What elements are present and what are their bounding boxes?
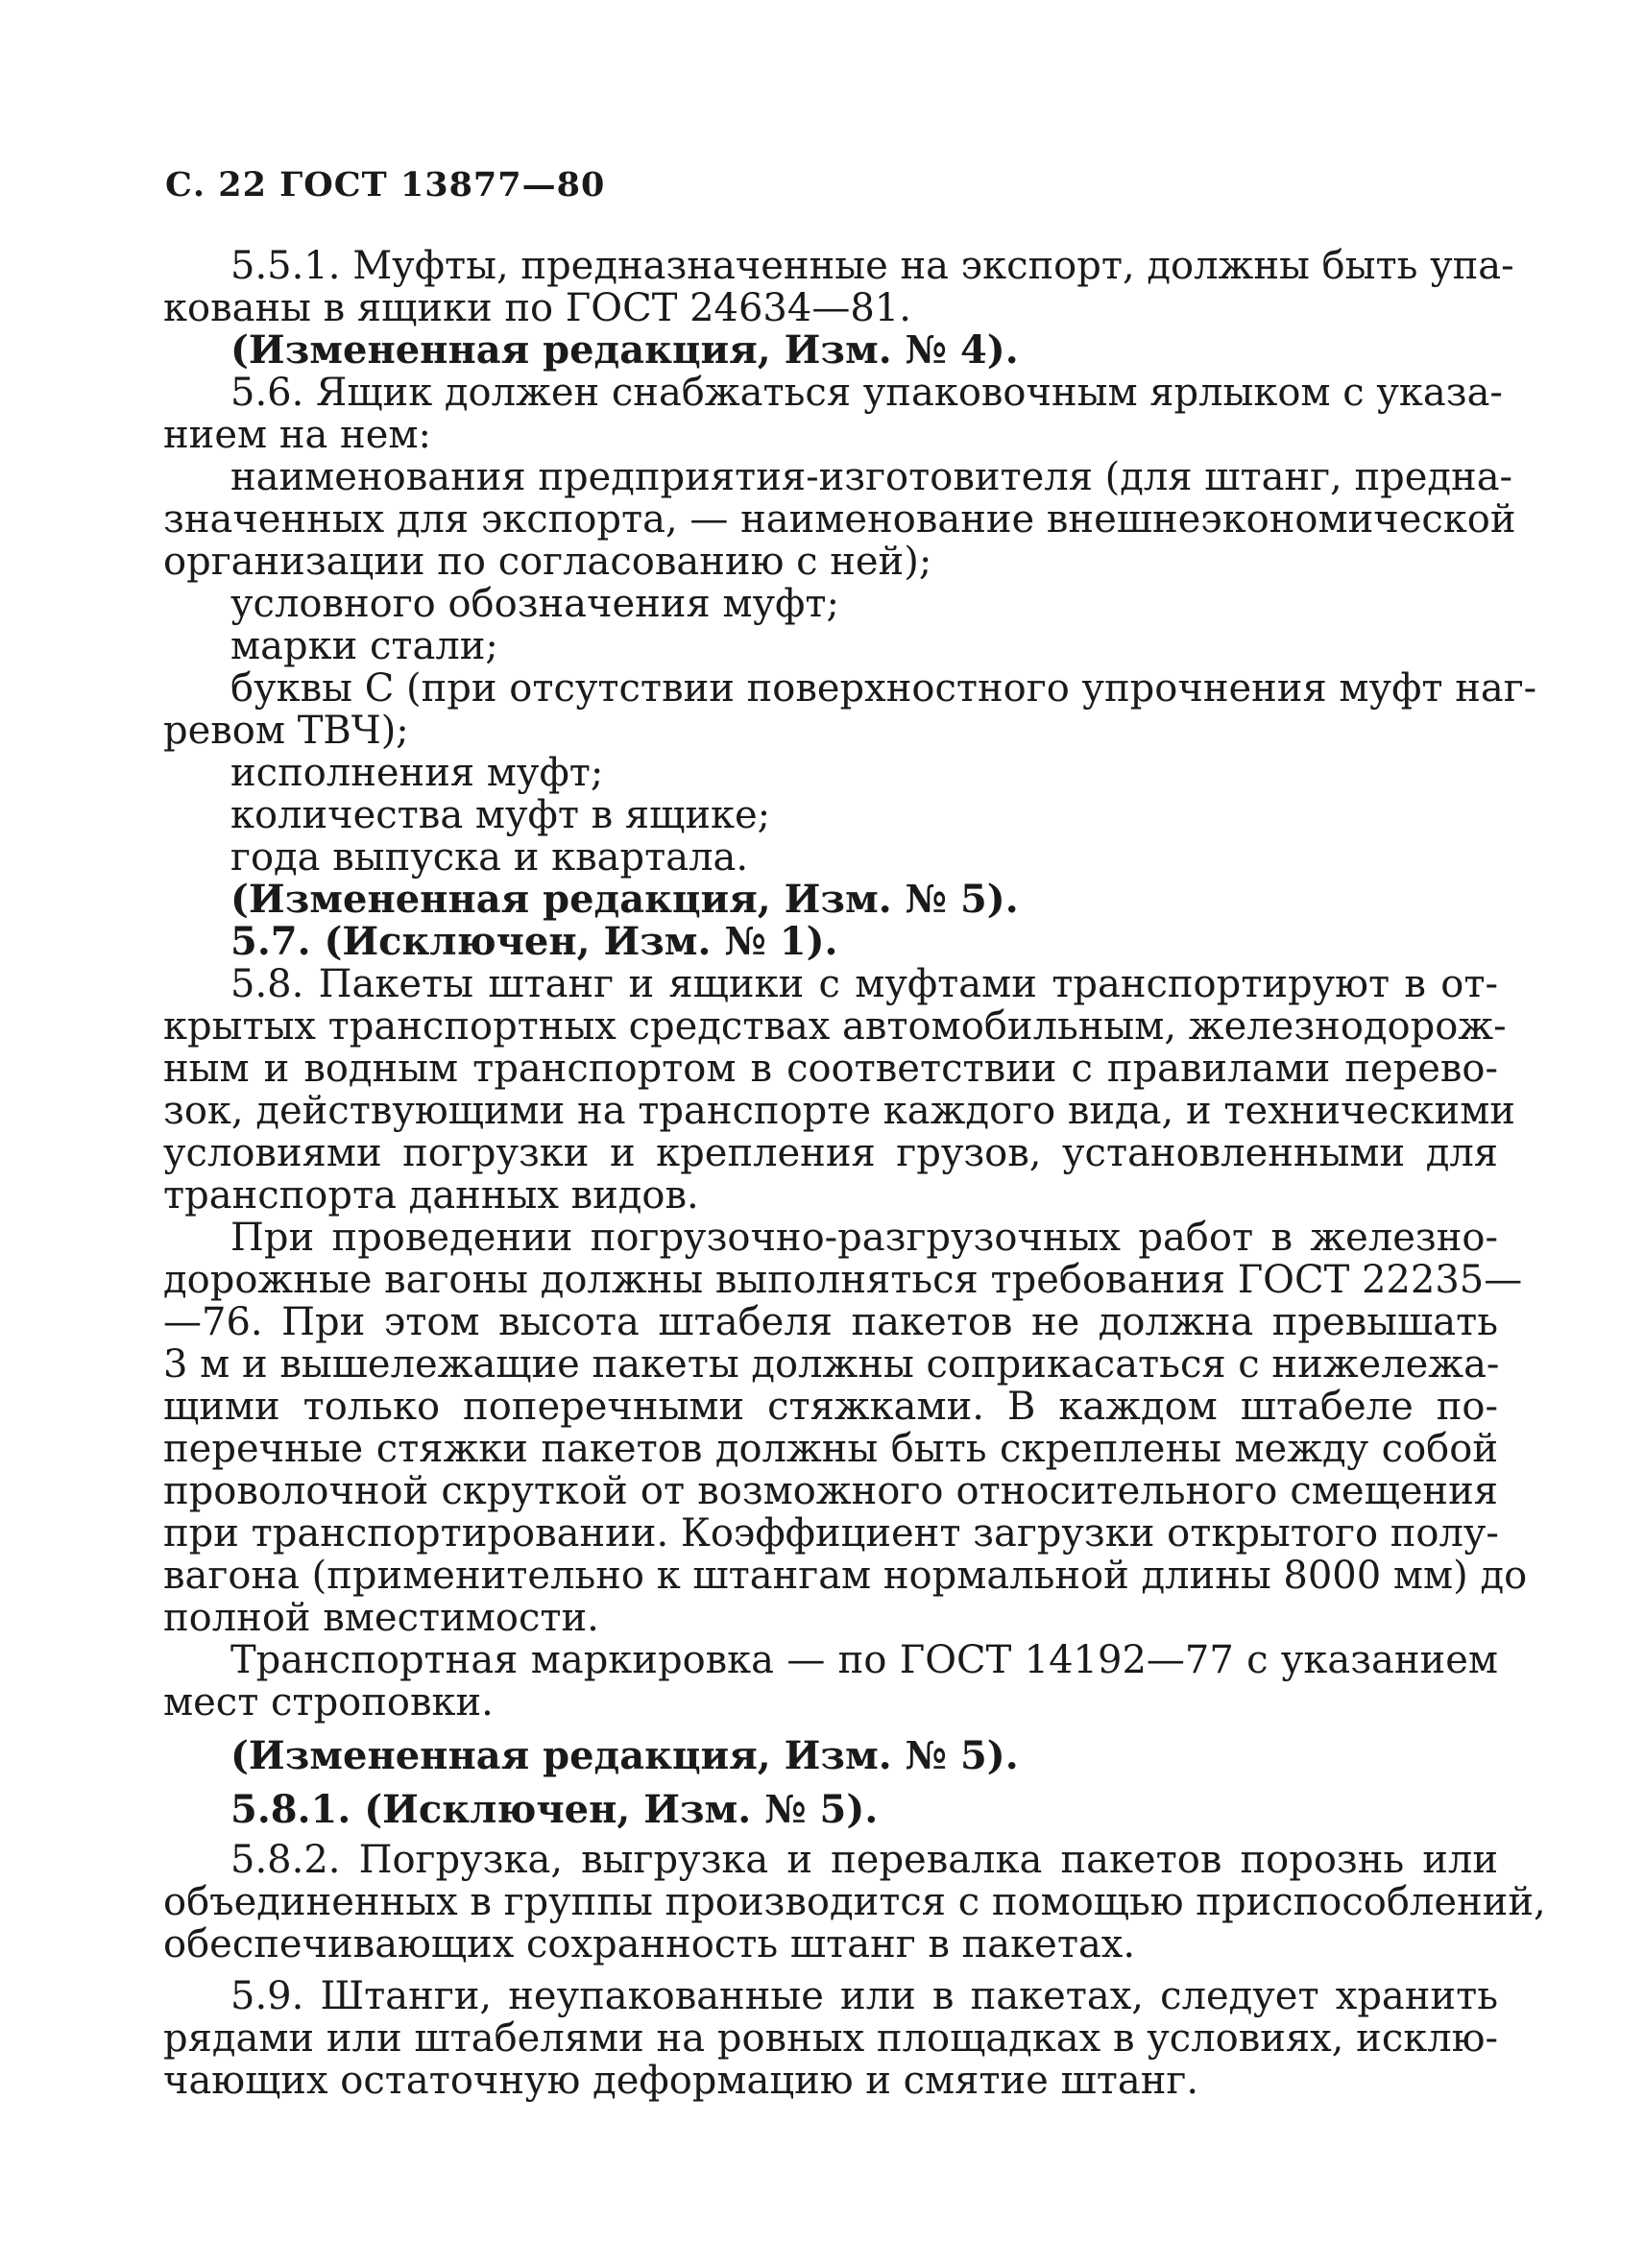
text-line: буквы С (при отсутствии поверхностного упрочнения муфт наг- <box>230 666 1537 711</box>
text-line: При проведении погрузочно-разгрузочных работ в железно- <box>230 1216 1498 1260</box>
text-line: 5.9. Штанги, неупакованные или в пакетах, следует хранить <box>230 1974 1498 2018</box>
text-line: 5.8.1. (Исключен, Изм. № 5). <box>230 1787 879 1832</box>
text-line: марки стали; <box>230 624 498 668</box>
text-line: ным и водным транспортом в соответствии с правилами перево- <box>163 1047 1498 1091</box>
text-line: рядами или штабелями на ровных площадках в условиях, исклю- <box>163 2016 1498 2061</box>
text-line: исполнения муфт; <box>230 751 604 795</box>
text-line: года выпуска и квартала. <box>230 835 749 880</box>
text-line: наименования предприятия-изготовителя (для штанг, предна- <box>230 455 1513 499</box>
text-line: условиями погрузки и крепления грузов, установленными для <box>163 1131 1498 1175</box>
text-line: перечные стяжки пакетов должны быть скреплены между собой <box>163 1427 1498 1471</box>
text-line: проволочной скруткой от возможного относительного смещения <box>163 1469 1498 1513</box>
text-line: кованы в ящики по ГОСТ 24634—81. <box>163 286 911 330</box>
text-line: 3 м и вышележащие пакеты должны соприкасаться с нижележа- <box>163 1342 1500 1387</box>
text-line: дорожные вагоны должны выполняться требования ГОСТ 22235— <box>163 1258 1523 1302</box>
text-line: щими только поперечными стяжками. В каждом штабеле по- <box>163 1385 1498 1429</box>
text-line: 5.8.2. Погрузка, выгрузка и перевалка пакетов порознь или <box>230 1838 1498 1882</box>
text-line: условного обозначения муфт; <box>230 582 839 626</box>
text-line: (Измененная редакция, Изм. № 5). <box>230 877 1019 922</box>
text-line: значенных для экспорта, — наименование внешнеэкономической <box>163 497 1516 542</box>
text-line: вагона (применительно к штангам нормальной длины 8000 мм) до <box>163 1554 1528 1598</box>
page-header: С. 22 ГОСТ 13877—80 <box>165 165 606 205</box>
text-line: 5.7. (Исключен, Изм. № 1). <box>230 919 838 964</box>
text-line: ревом ТВЧ); <box>163 709 409 753</box>
text-line: крытых транспортных средствах автомобильным, железнодорож- <box>163 1004 1507 1049</box>
text-line: Транспортная маркировка — по ГОСТ 14192—77 с указанием <box>230 1638 1498 1682</box>
text-line: объединенных в группы производится с помощью приспособлений, <box>163 1880 1546 1924</box>
text-line: организации по согласованию с ней); <box>163 540 932 584</box>
text-line: обеспечивающих сохранность штанг в пакетах. <box>163 1922 1136 1966</box>
text-line: —76. При этом высота штабеля пакетов не должна превышать <box>163 1300 1498 1344</box>
text-line: полной вместимости. <box>163 1596 599 1640</box>
text-line: (Измененная редакция, Изм. № 4). <box>230 327 1019 373</box>
text-line: чающих остаточную деформацию и смятие штанг. <box>163 2059 1199 2103</box>
text-line: при транспортировании. Коэффициент загрузки открытого полу- <box>163 1511 1499 1556</box>
text-line: мест строповки. <box>163 1680 494 1725</box>
text-line: (Измененная редакция, Изм. № 5). <box>230 1733 1019 1778</box>
text-line: количества муфт в ящике; <box>230 793 771 837</box>
text-line: 5.5.1. Муфты, предназначенные на экспорт, должны быть упа- <box>230 244 1514 288</box>
text-line: 5.6. Ящик должен снабжаться упаковочным ярлыком с указа- <box>230 371 1503 415</box>
text-line: зок, действующими на транспорте каждого вида, и техническими <box>163 1089 1515 1133</box>
text-line: 5.8. Пакеты штанг и ящики с муфтами транспортируют в от- <box>230 962 1498 1006</box>
text-line: транспорта данных видов. <box>163 1173 699 1218</box>
text-line: нием на нем: <box>163 413 431 457</box>
